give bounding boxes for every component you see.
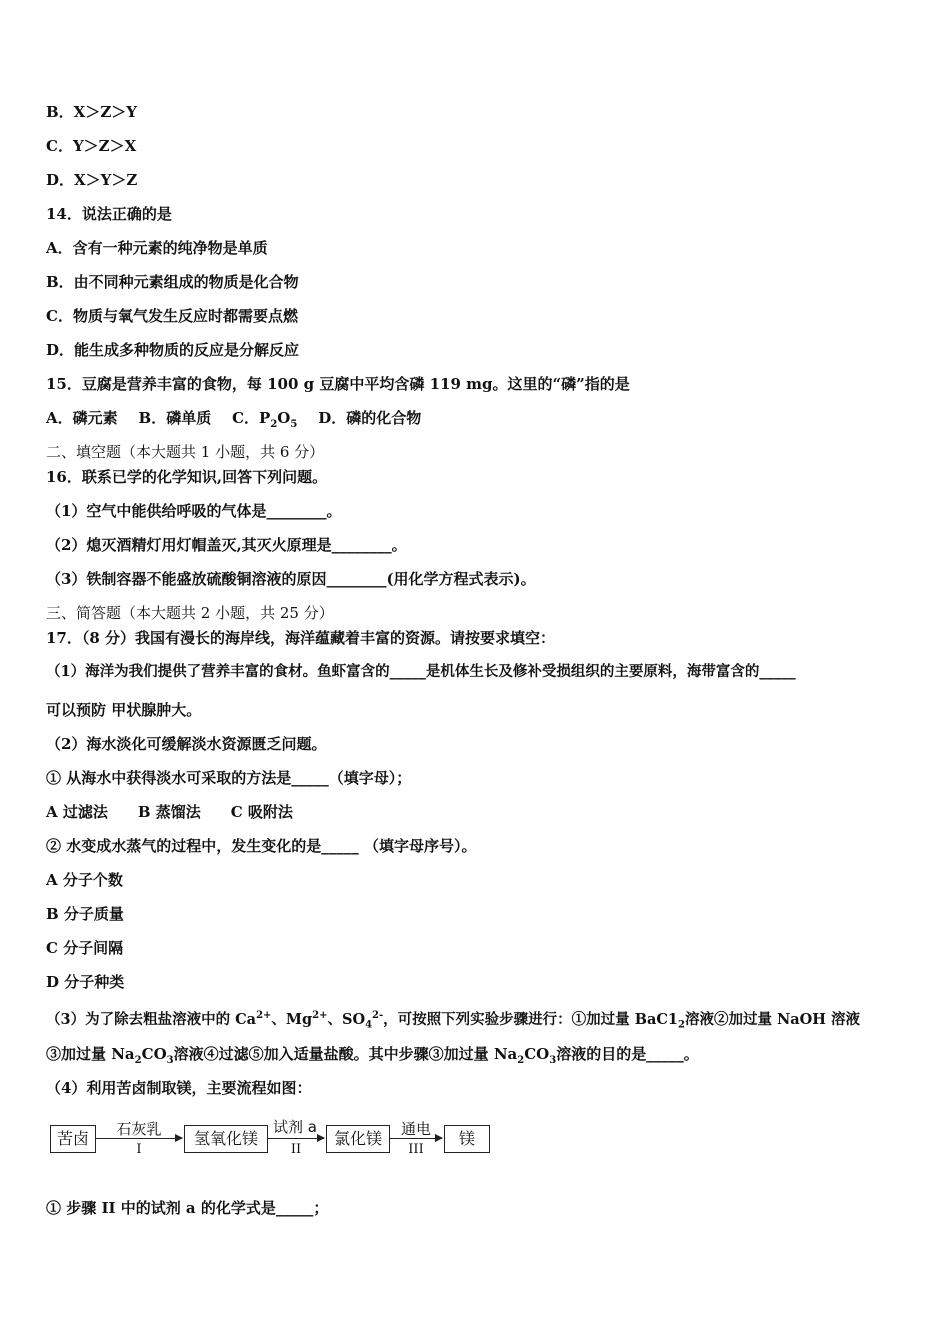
q16-stem: 16．联系已学的化学知识,回答下列问题。 [46, 468, 328, 486]
flow-box-magnesium-chloride: 氯化镁 [326, 1125, 390, 1153]
q13-option-b: B．X＞Z＞Y [46, 103, 137, 121]
q14-option-a: A．含有一种元素的纯净物是单质 [46, 239, 268, 257]
q15-stem: 15．豆腐是营养丰富的食物，每 100 g 豆腐中平均含磷 119 mg。这里的“磷”指的是 [46, 375, 630, 393]
flow-arrow-2 [268, 1138, 324, 1139]
q17-part2-sub1: ① 从海水中获得淡水可采取的方法是_____（填字母）； [46, 769, 412, 787]
q15-option-a: A．磷元素 [46, 409, 118, 427]
q17-part2-sub2: ② 水变成水蒸气的过程中，发生变化的是_____ （填字母序号）。 [46, 837, 477, 855]
flow-arrow-2-label: 试剂 a [273, 1118, 317, 1136]
flow-arrow-1-step: I [136, 1142, 142, 1157]
q16-part1: （1）空气中能供给呼吸的气体是________。 [46, 502, 342, 520]
flow-box-bittern: 苦卤 [50, 1125, 96, 1153]
q17-part1-line2: 可以预防 甲状腺肿大。 [46, 701, 202, 719]
q17-part3-line1: （3）为了除去粗盐溶液中的 $Ca^{2+}$、$Mg^{2+}$、$SO_4^{2-}$，可按照下列实验步骤进行：①加过量 $BaC1_2$溶液②加过量 NaOH 溶液 [46, 1010, 861, 1031]
q17-option-d: D 分子种类 [46, 973, 125, 991]
flow-box-magnesium: 镁 [444, 1125, 490, 1153]
section-fill-in-title: 二、填空题（本大题共 1 小题，共 6 分） [46, 443, 325, 461]
q17-option-c: C 分子间隔 [46, 939, 124, 957]
q17-part3-line2: ③加过量 $Na_2CO_3$溶液④过滤⑤加入适量盐酸。其中步骤③加过量 $Na_2CO_3$溶液的目的是_____。 [46, 1045, 699, 1066]
q17-part2-sub1-options: A 过滤法 B 蒸馏法 C 吸附法 [46, 803, 293, 821]
q15-option-d: D．磷的化合物 [318, 409, 422, 427]
flow-arrow-1-label: 石灰乳 [116, 1120, 162, 1138]
q17-stem: 17．（8 分）我国有漫长的海岸线，海洋蕴藏着丰富的资源。请按要求填空： [46, 629, 556, 647]
q17-option-b: B 分子质量 [46, 905, 124, 923]
q15-option-c: C．$P_2O_5$ [232, 409, 298, 430]
q15-options [46, 408, 421, 435]
q14-option-c: C．物质与氧气发生反应时都需要点燃 [46, 307, 298, 325]
flow-arrow-3-step: III [408, 1142, 424, 1157]
q16-part3: （3）铁制容器不能盛放硫酸铜溶液的原因________(用化学方程式表示)。 [46, 570, 536, 588]
q16-part2: （2）熄灭酒精灯用灯帽盖灭,其灭火原理是________。 [46, 536, 407, 554]
magnesium-flow-diagram [46, 1112, 506, 1172]
flow-arrow-2-step: II [290, 1142, 302, 1157]
section-short-answer-title: 三、简答题（本大题共 2 小题，共 25 分） [46, 604, 334, 622]
q13-option-d: D．X＞Y＞Z [46, 171, 138, 189]
q17-part1-line1: （1）海洋为我们提供了营养丰富的食材。鱼虾富含的_____是机体生长及修补受损组织的主要原料，海带富含的_____ [46, 663, 796, 680]
q13-option-c: C．Y＞Z＞X [46, 137, 137, 155]
q17-part4-sub1: ① 步骤 II 中的试剂 a 的化学式是_____； [46, 1199, 329, 1217]
flow-arrow-3-label: 通电 [400, 1120, 431, 1138]
q17-part4: （4）利用苦卤制取镁，主要流程如图： [46, 1079, 312, 1097]
q14-option-b: B．由不同种元素组成的物质是化合物 [46, 273, 299, 291]
flow-box-magnesium-hydroxide: 氢氧化镁 [184, 1125, 268, 1153]
q14-stem: 14．说法正确的是 [46, 205, 172, 223]
q15-option-b: B．磷单质 [138, 409, 212, 427]
q14-option-d: D．能生成多种物质的反应是分解反应 [46, 341, 300, 359]
q17-option-a: A 分子个数 [46, 871, 123, 889]
q17-part2: （2）海水淡化可缓解淡水资源匮乏问题。 [46, 735, 327, 753]
